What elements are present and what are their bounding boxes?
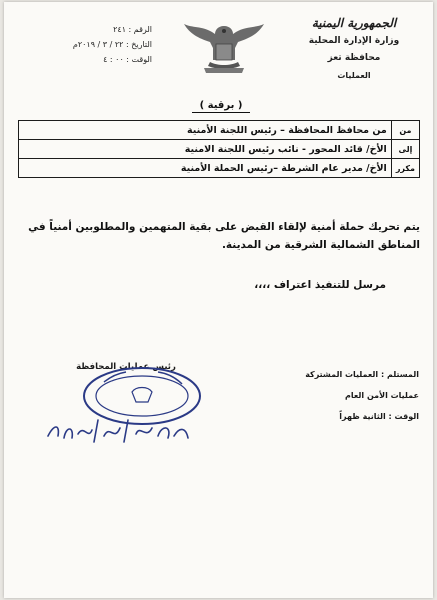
table-row xyxy=(19,121,420,140)
routing-label: مكرر xyxy=(391,159,419,178)
eagle-emblem-icon xyxy=(182,20,266,78)
country-name: الجمهورية اليمنية xyxy=(311,16,397,30)
receipt-block xyxy=(279,364,419,427)
signatory-title: رئيس عمليات المحافظة xyxy=(76,362,176,372)
routing-label: من xyxy=(391,121,419,140)
reference-number: الرقم : ٢٤١ xyxy=(113,25,152,34)
routing-text: من محافظ المحافظة – رئيس اللجنة الأمنية xyxy=(19,121,392,140)
table-row xyxy=(19,159,420,178)
unit-line: عمليات الأمن العام xyxy=(345,391,419,400)
table-row xyxy=(19,140,420,159)
send-line: مرسل للتنفيذ اعتراف ،،،، xyxy=(254,279,386,291)
routing-label: إلى xyxy=(391,140,419,159)
department-name: العمليات xyxy=(337,71,371,80)
message-body xyxy=(24,218,420,294)
routing-text: الأخ/ مدير عام الشرطة –رئيس الحملة الأمنية xyxy=(19,159,392,178)
handwritten-date-signature xyxy=(44,414,194,446)
ministry-name: وزارة الإدارة المحلية xyxy=(308,36,400,46)
message-paragraph: يتم تحريك حملة أمنية لإلقاء القبض على بقية المتهمين والمطلوبين أمنياً في المناطق الشمالية الشرقية من المدينة. xyxy=(28,221,420,251)
routing-table xyxy=(18,120,420,178)
receiver-line: المستلم : العمليات المشتركة xyxy=(305,370,419,379)
telegram-document xyxy=(4,2,433,598)
time-line: الوقت : الثانية ظهراً xyxy=(339,412,419,421)
document-title xyxy=(190,100,252,111)
routing-text: الأخ/ قائد المحور - نائب رئيس اللجنة الامنية xyxy=(19,140,392,159)
governorate-name: محافظة تعز xyxy=(327,53,381,63)
header-letterhead xyxy=(289,16,419,80)
document-date: التاريخ : ٢٢ / ٣ / ٢٠١٩م xyxy=(72,40,152,49)
title-text: ( برقية ) xyxy=(199,100,243,111)
header-meta xyxy=(52,22,152,67)
document-time: الوقت : ٠٠ : ٤ xyxy=(103,55,152,64)
